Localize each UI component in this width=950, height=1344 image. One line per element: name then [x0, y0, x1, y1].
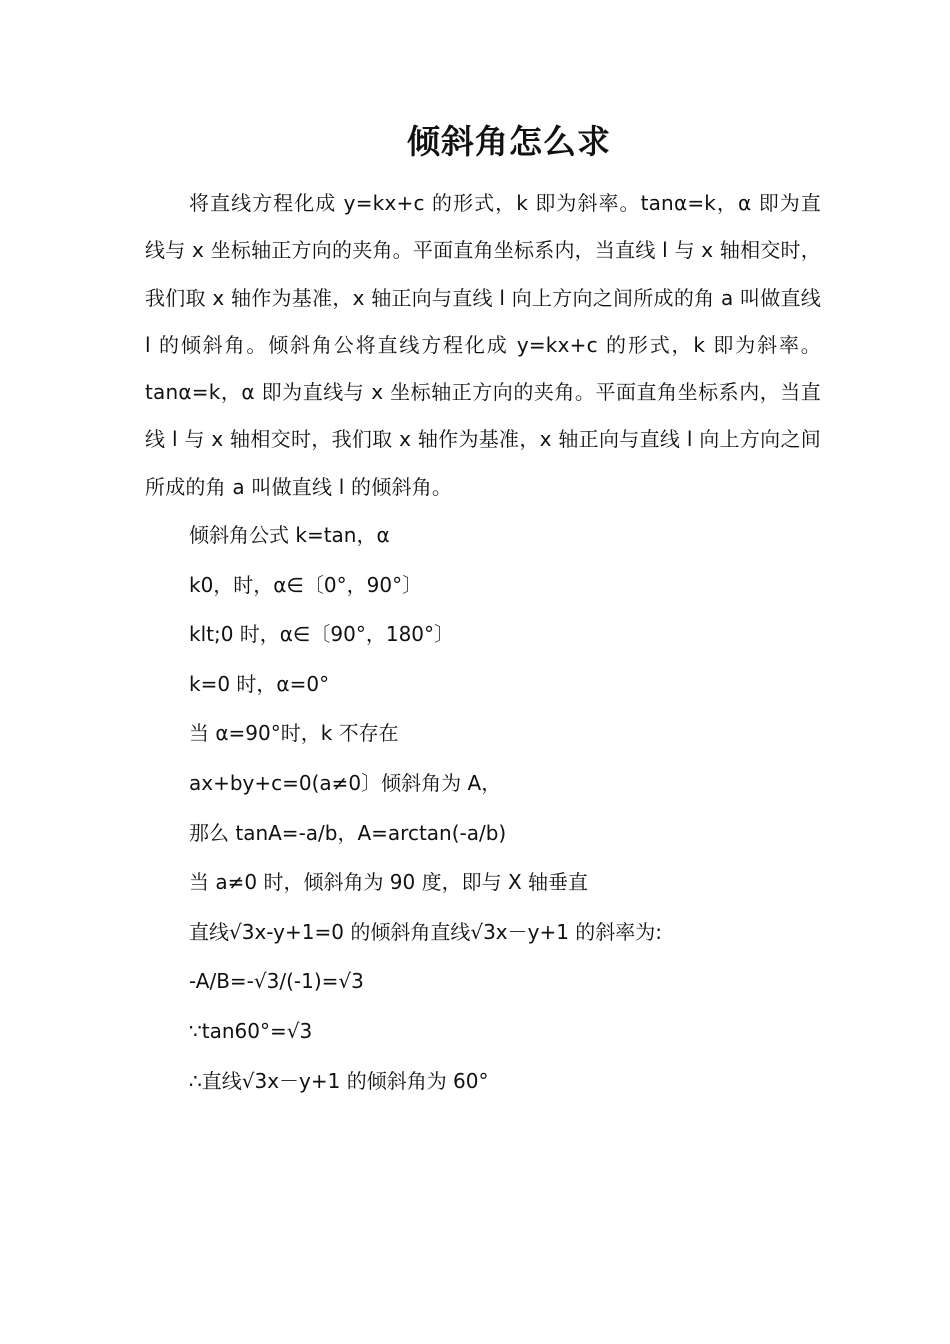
formula-list	[189, 511, 829, 1106]
formula-line: 倾斜角公式 k=tan，α	[189, 523, 390, 547]
formula-line: ax+by+c=0(a≠0〕倾斜角为 A，	[189, 770, 502, 795]
formula-line: 那么 tanA=-a/b，A=arctan(-a/b)	[189, 820, 507, 845]
body-paragraph: 将直线方程化成 y=kx+c 的形式，k 即为斜率。tanα=k，α 即为直线与 x 坐标轴正方向的夹角。平面直角坐标系内，当直线 l 与 x 轴相交时，我们取 x 轴作为基准，x 轴正向与直线 l 向上方向之间所成的角 a 叫做直线 l 的倾斜角。倾斜角公将直线方程化成 y=kx+c 的形式，k 即为斜率。tanα=k，α 即为直线与 x 坐标轴正方向的夹角。平面直角坐标系内，当直线 l 与 x 轴相交时，我们取 x 轴作为基准，x 轴正向与直线 l 向上方向之间所成的角 a 叫做直线 l 的倾斜角。	[145, 191, 821, 499]
formula-line: k=0 时，α=0°	[189, 671, 330, 696]
formula-line: 当 α=90°时，k 不存在	[189, 721, 399, 746]
formula-line: 直线√3x-y+1=0 的倾斜角直线√3x－y+1 的斜率为:	[189, 919, 663, 944]
formula-line: 当 a≠0 时，倾斜角为 90 度，即与 X 轴垂直	[189, 870, 589, 895]
formula-line: k0，时，α∈〔0°，90°〕	[189, 572, 423, 597]
title-area	[0, 0, 950, 180]
formula-line: klt;0 时，α∈〔90°，180°〕	[189, 622, 455, 647]
formula-line: ∵tan60°=√3	[189, 1018, 313, 1043]
document-title: 倾斜角怎么求	[407, 122, 611, 161]
formula-line: -A/B=-√3/(-1)=√3	[189, 969, 364, 994]
formula-line: ∴直线√3x－y+1 的倾斜角为 60°	[189, 1068, 489, 1093]
